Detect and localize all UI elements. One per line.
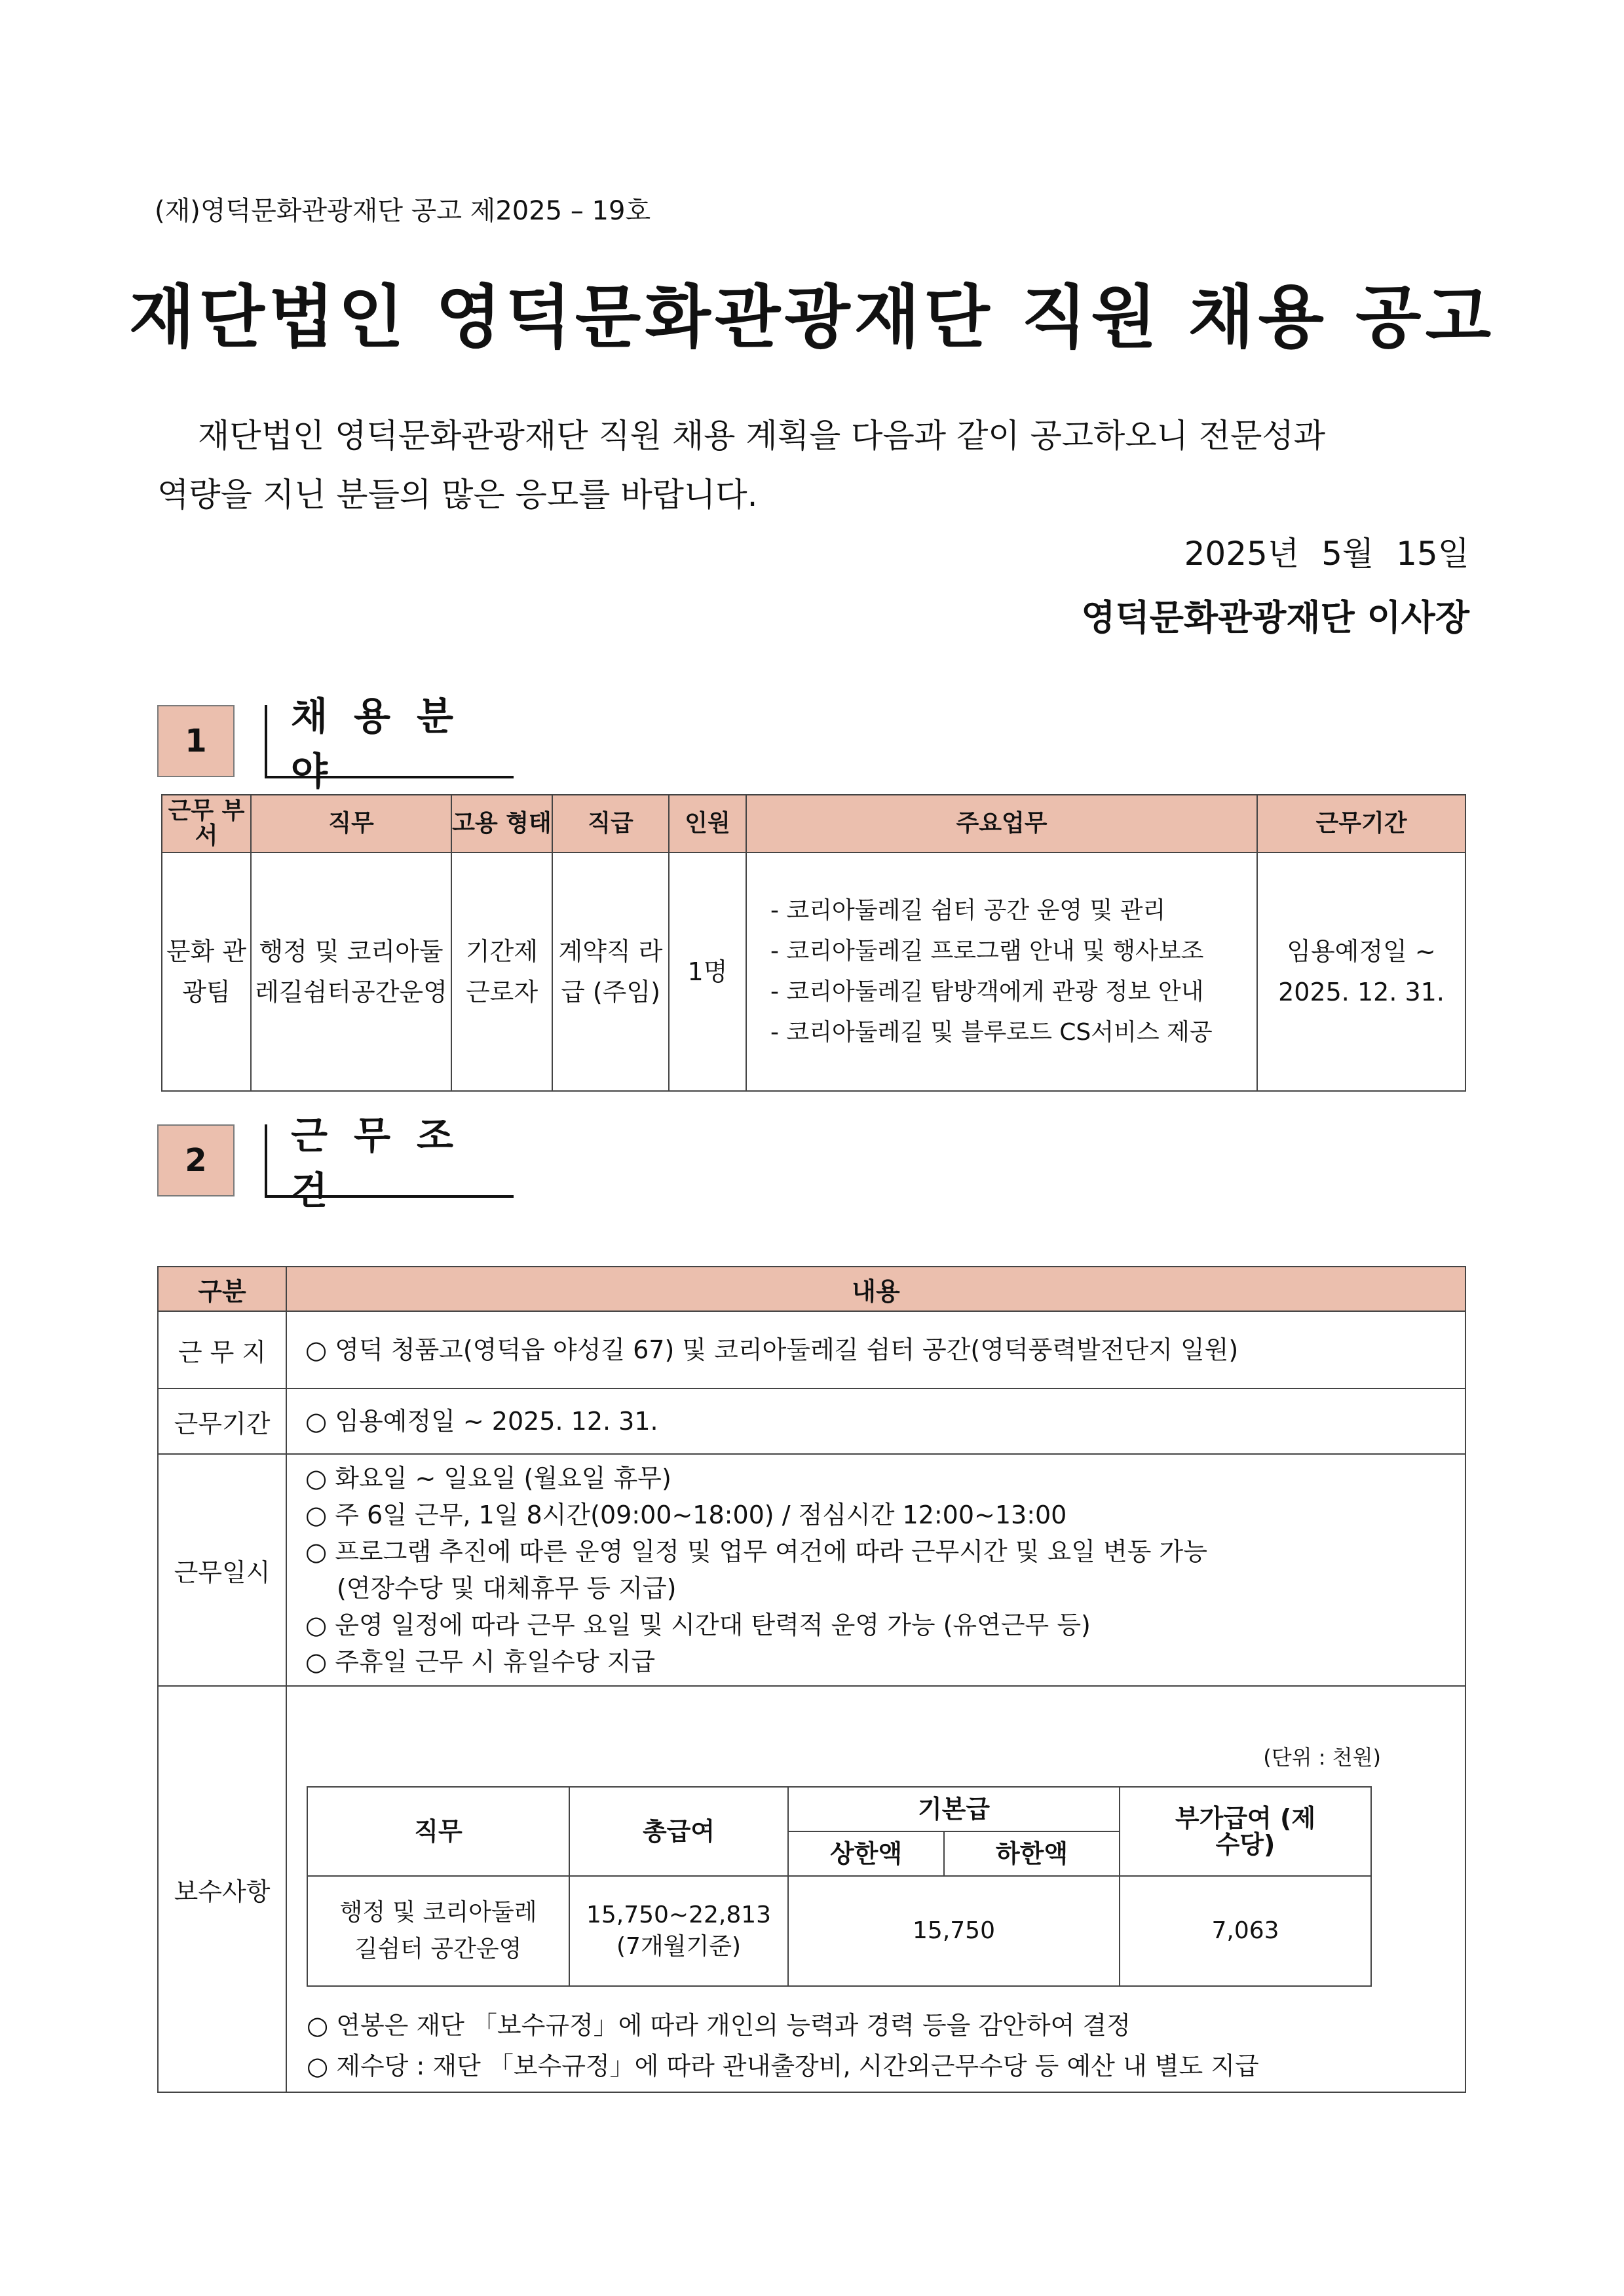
col-period: 근무기간	[1257, 795, 1465, 852]
col-job: 직무	[251, 795, 451, 852]
pay-total-note: (7개월기준)	[616, 1933, 742, 1960]
notice-date: 2025년 5월 15일	[1184, 535, 1469, 573]
pay-notes	[307, 2005, 1465, 2086]
intro-line-2: 역량을 지닌 분들의 많은 응모를 바랍니다.	[157, 476, 758, 514]
table-row	[307, 1876, 1371, 1986]
pay-col-total: 총급여	[569, 1787, 788, 1876]
pay-unit: (단위 : 천원)	[1263, 1745, 1381, 1770]
col-content: 내용	[286, 1267, 1465, 1311]
pay-note: ○ 연봉은 재단 「보수규정」에 따라 개인의 능력과 경력 등을 감안하여 결정	[307, 2011, 1131, 2040]
pay-table	[307, 1786, 1372, 1987]
pay-col-upper: 상한액	[788, 1831, 944, 1876]
duty-item: - 코리아둘레길 탐방객에게 관광 정보 안내	[770, 978, 1204, 1005]
schedule-label: 근무일시	[158, 1454, 286, 1686]
intro-paragraph	[157, 406, 1467, 524]
section-2-number: 2	[157, 1124, 235, 1196]
schedule-item: ○ 화요일 ~ 일요일 (월요일 휴무)	[305, 1464, 671, 1493]
table-row	[158, 1388, 1465, 1454]
schedule-item: ○ 운영 일정에 따라 근무 요일 및 시간대 탄력적 운영 가능 (유연근무 등)	[305, 1611, 1091, 1639]
table-row	[162, 852, 1465, 1091]
work-conditions-table	[157, 1266, 1466, 2093]
cell-duties	[746, 852, 1257, 1091]
schedule-item: ○ 주 6일 근무, 1일 8시간(09:00~18:00) / 점심시간 12:00~13:00	[305, 1501, 1067, 1529]
issuer: 영덕문화관광재단 이사장	[1081, 597, 1469, 638]
pay-note: ○ 제수당 : 재단 「보수규정」에 따라 관내출장비, 시간외근무수당 등 예산 내 별도 지급	[307, 2052, 1259, 2080]
duty-item: - 코리아둘레길 및 블루로드 CS서비스 제공	[770, 1019, 1213, 1046]
col-headcount: 인원	[669, 795, 746, 852]
pay-cell-job: 행정 및 코리아둘레길쉼터 공간운영	[307, 1876, 569, 1986]
col-department: 근무 부서	[162, 795, 251, 852]
schedule-item: ○ 프로그램 추진에 따른 운영 일정 및 업무 여건에 따라 근무시간 및 요일 변동 가능	[305, 1537, 1207, 1566]
schedule-item: (연장수당 및 대체휴무 등 지급)	[337, 1574, 677, 1603]
workplace-label: 근 무 지	[158, 1311, 286, 1388]
intro-line-1: 재단법인 영덕문화관광재단 직원 채용 계획을 다음과 같이 공고하오니 전문성과	[198, 417, 1326, 455]
col-grade: 직급	[552, 795, 669, 852]
cell-headcount: 1명	[669, 852, 746, 1091]
period-value: ○ 임용예정일 ~ 2025. 12. 31.	[286, 1388, 1465, 1454]
col-employment-type: 고용 형태	[451, 795, 552, 852]
pay-total-value: 15,750~22,813	[586, 1902, 772, 1928]
table-row	[158, 1686, 1465, 2092]
recruitment-table	[161, 794, 1466, 1092]
cell-grade: 계약직 라급 (주임)	[552, 852, 669, 1091]
cell-job: 행정 및 코리아둘레길쉼터공간운영	[251, 852, 451, 1091]
section-1-title: 채용분야	[265, 705, 514, 778]
section-2-title: 근무조건	[265, 1124, 514, 1198]
col-duties: 주요업무	[746, 795, 1257, 852]
duty-item: - 코리아둘레길 프로그램 안내 및 행사보조	[770, 938, 1204, 965]
notice-number: (재)영덕문화관광재단 공고 제2025 – 19호	[155, 196, 651, 226]
schedule-item: ○ 주휴일 근무 시 휴일수당 지급	[305, 1647, 656, 1676]
table-row	[158, 1454, 1465, 1686]
col-category: 구분	[158, 1267, 286, 1311]
pay-col-extra: 부가급여 (제수당)	[1120, 1787, 1371, 1876]
pay-value	[286, 1686, 1465, 2092]
cell-period: 임용예정일 ~ 2025. 12. 31.	[1257, 852, 1465, 1091]
pay-cell-extra: 7,063	[1120, 1876, 1371, 1986]
cell-employment-type: 기간제 근로자	[451, 852, 552, 1091]
pay-col-base: 기본급	[788, 1787, 1120, 1831]
page-title: 재단법인 영덕문화관광재단 직원 채용 공고	[128, 277, 1496, 357]
pay-cell-base: 15,750	[788, 1876, 1120, 1986]
pay-label: 보수사항	[158, 1686, 286, 2092]
pay-col-lower: 하한액	[944, 1831, 1120, 1876]
workplace-value: ○ 영덕 청품고(영덕읍 야성길 67) 및 코리아둘레길 쉼터 공간(영덕풍력발전단지 일원)	[286, 1311, 1465, 1388]
section-1-number: 1	[157, 705, 235, 777]
table-row	[158, 1311, 1465, 1388]
schedule-value	[286, 1454, 1465, 1686]
period-label: 근무기간	[158, 1388, 286, 1454]
pay-col-job: 직무	[307, 1787, 569, 1876]
pay-cell-total	[569, 1876, 788, 1986]
duty-item: - 코리아둘레길 쉼터 공간 운영 및 관리	[770, 897, 1166, 924]
cell-department: 문화 관광팀	[162, 852, 251, 1091]
